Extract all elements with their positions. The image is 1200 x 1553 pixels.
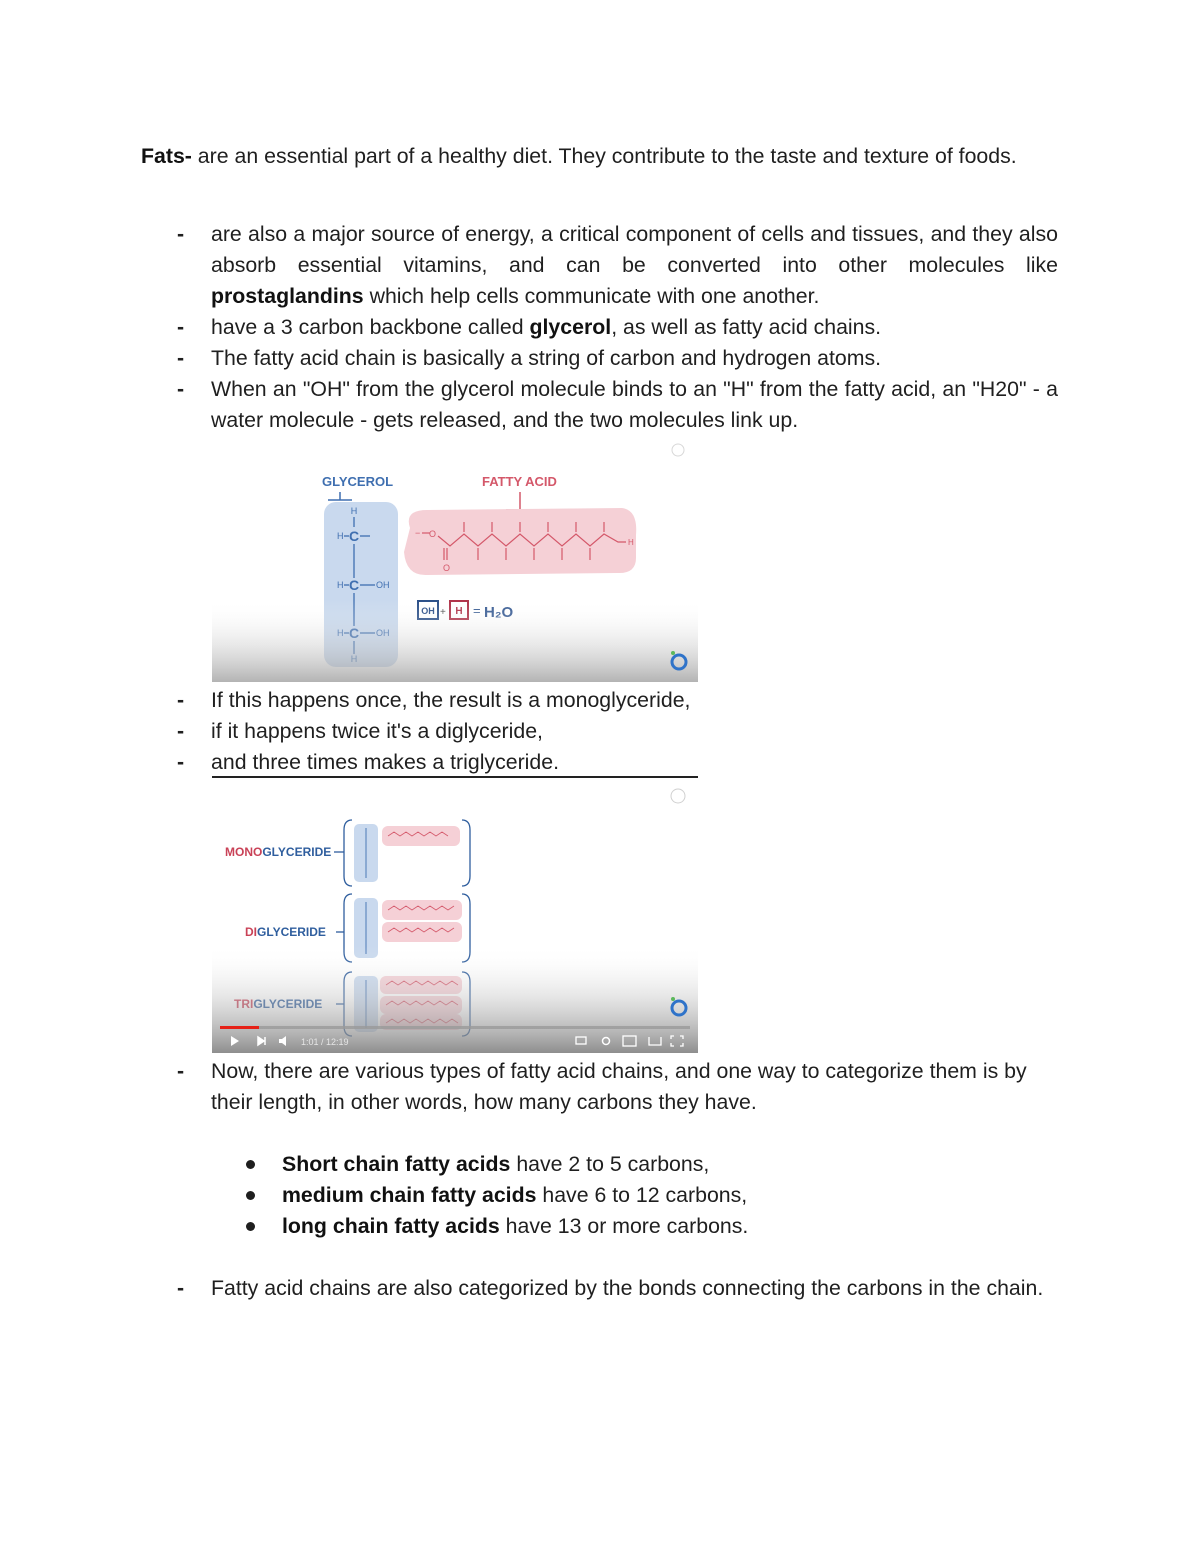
progress-track[interactable] [220, 1026, 690, 1029]
dash-bullet: - [177, 688, 185, 712]
monoglyceride-label: MONOGLYCERIDE [225, 845, 332, 859]
list-item-text: If this happens once, the result is a monoglyceride, [211, 688, 691, 712]
svg-text:H: H [337, 531, 344, 541]
list-item [141, 685, 1058, 716]
list-item [141, 1149, 1058, 1180]
svg-text:H: H [628, 538, 634, 547]
svg-text:OH: OH [376, 580, 390, 590]
bullet-dot [246, 1191, 255, 1200]
glycerol-fatty-acid-figure[interactable] [212, 440, 698, 682]
svg-text:O: O [443, 563, 451, 573]
list-item-text: When an "OH" from the glycerol molecule binds to an "H" from the fatty acid, an "H20" - a water molecule - gets released, and the two molecules link up. [211, 377, 1058, 432]
list-item-text: The fatty acid chain is basically a string of carbon and hydrogen atoms. [211, 346, 882, 370]
dash-bullet: - [177, 315, 185, 339]
list-item-text: long chain fatty acids have 13 or more carbons. [282, 1214, 749, 1238]
list-item [141, 1273, 1058, 1335]
dash-bullet: - [177, 346, 185, 370]
list-item-text: if it happens twice it's a diglyceride, [211, 719, 543, 743]
list-item [141, 219, 1058, 312]
list-item-text: Short chain fatty acids have 2 to 5 carbons, [282, 1152, 710, 1176]
bullet-dot [246, 1222, 255, 1231]
dash-bullet: - [177, 377, 185, 401]
intro-term: Fats- [141, 144, 192, 168]
svg-text:O: O [429, 529, 437, 539]
glycerol-label: GLYCEROL [322, 474, 394, 489]
glyceride-types-video[interactable] [212, 786, 698, 1053]
list-item-text: medium chain fatty acids have 6 to 12 carbons, [282, 1183, 748, 1207]
dash-bullet: - [177, 222, 185, 246]
svg-text:H: H [350, 506, 358, 516]
svg-text:−: − [415, 528, 421, 538]
svg-text:C: C [348, 577, 360, 593]
list-item-text: Now, there are various types of fatty acid chains, and one way to categorize them is by their length, in other words, how many carbons they have. [211, 1059, 1027, 1114]
dash-bullet: - [177, 1276, 185, 1300]
list-item-text: have a 3 carbon backbone called glycerol, as well as fatty acid chains. [211, 315, 882, 339]
fatty-acid-label: FATTY ACID [482, 474, 557, 489]
list-item [141, 1056, 1058, 1118]
svg-text:C: C [348, 528, 360, 544]
svg-text:H: H [337, 580, 344, 590]
dash-bullet: - [177, 719, 185, 743]
list-item [141, 312, 1058, 343]
list-item [141, 1180, 1058, 1211]
fatty-acid-highlight [404, 508, 636, 575]
dash-bullet: - [177, 750, 185, 774]
list-item-text: and three times makes a triglyceride. [211, 750, 559, 774]
list-item [141, 374, 1058, 436]
progress-fill [220, 1026, 259, 1029]
list-item [141, 1211, 1058, 1242]
dash-bullet: - [177, 1059, 185, 1083]
list-item [141, 747, 1058, 778]
list-item [141, 343, 1058, 374]
bullet-dot [246, 1160, 255, 1169]
time-display: 1:01 / 12:19 [301, 1037, 349, 1047]
horizontal-rule [212, 776, 698, 778]
intro-paragraph [141, 141, 1058, 172]
intro-text: are an essential part of a healthy diet. They contribute to the taste and texture of foods. [191, 144, 1017, 168]
list-item-text: are also a major source of energy, a critical component of cells and tissues, and they also absorb essential vitamins, and can be converted into other molecules like prostaglandins which help cells communicate with one another. [211, 222, 1058, 308]
list-item-text: Fatty acid chains are also categorized by the bonds connecting the carbons in the chain. [211, 1276, 1044, 1300]
list-item [141, 716, 1058, 747]
diglyceride-label: DIGLYCERIDE [245, 925, 326, 939]
